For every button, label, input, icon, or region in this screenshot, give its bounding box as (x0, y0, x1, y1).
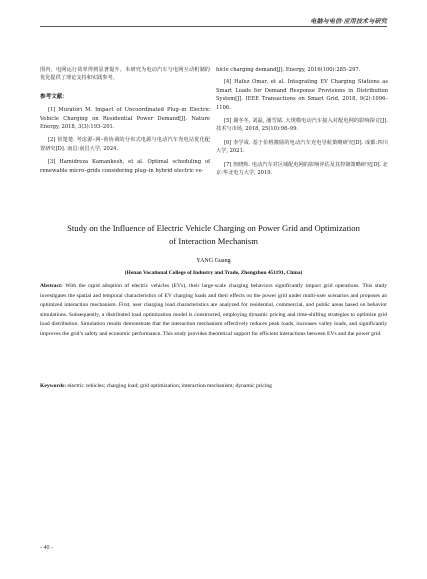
keywords-label: Keywords: (40, 383, 67, 389)
english-title-line: Study on the Influence of Electric Vehicle Charging on Power Grid and Optimization (67, 223, 360, 233)
reference-item: [5] 谢冬冬, 刘磊, 潘雪婧. 大规模电动汽车接入对配电网的影响探讨[J]. 技术与市场, 2018, 25(10):98–99. (216, 118, 388, 133)
reference-item: [6] 李学成. 基于价格激励的电动汽车充电导航策略研究[D]. 成都:四川大学, 2021. (216, 139, 388, 155)
reference-item: [4] Hafez Omar, et al. Integrating EV Charging Stations as Smart Loads for Demand Response Provisions in Distribution System[J]. IEEE Transactions on Smart Grid, 2018, 9(2):1096–1106. (216, 79, 388, 111)
intro-paragraph: 围内，电网运行效率得到显著提升。本研究为电动汽车与电网互动机制的优化提供了理论支持和实践参考。 (40, 67, 210, 82)
abstract-label: Abstract: (40, 283, 63, 289)
reference-continuation: hicle charging demand[J]. Energy, 2016(100):285–297. (216, 67, 361, 73)
keywords (40, 382, 387, 392)
english-title-line: of Interaction Mechanism (169, 236, 258, 246)
references-heading: 参考文献： (40, 93, 68, 100)
right-column (216, 66, 388, 182)
author-affiliation: (Henan Vocational College of Industry and Trade, Zhengzhou 451191, China) (124, 270, 303, 276)
author-name: YANG Guang (196, 258, 231, 264)
reference-item: [7] 詹晓辉. 电动汽车对区域配电网的影响评估及其控制策略研究[D]. 北京:华北电力大学, 2019. (216, 161, 388, 177)
header-divider (40, 26, 387, 27)
journal-header: 电脑与电信·应用技术与研究 (310, 18, 387, 25)
abstract (40, 282, 387, 340)
english-title (40, 222, 387, 248)
reference-item: [2] 侯楚楚. 考虑源–网–荷协调的分布式电源与电动汽车充电站优化配置研究[D]. 南昌:南昌大学, 2024. (40, 137, 210, 152)
left-column (40, 66, 210, 180)
keywords-text: electric vehicles; charging load; grid optimization; interaction mechanism; dynamic pricing (66, 383, 272, 389)
reference-item: [1] Muratori M. Impact of Uncoordinated Plug–in Electric Vehicle Charging on Residential Power Demand[J]. Nature Energy, 2018, 3(3):193–201. (40, 107, 210, 131)
reference-item: [3] Hamidreza Kamankesh, et al. Optimal scheduling of renewable micro–grids considering plug–in hybrid electric ve- (40, 159, 210, 174)
page-number: - 40 - (40, 545, 53, 551)
abstract-text: With the rapid adoption of electric vehicles (EVs), their large-scale charging behaviors significantly impact grid operations. This study investigates the spatial and temporal characteristics of EV charging loads and their effects on the power grid under multi-user scenarios and proposes an optimized interaction mechanism. First, user charging load characteristics are analyzed for residential, commercial, and public areas based on behavior simulations. Subsequently, a distributed load optimization model is constructed, employing dynamic pricing and time-shifting strategies to optimize grid load distribution. Simulation results demonstrate that the interaction mechanism effectively reduces peak loads, increases valley loads, and significantly improves the grid’s safety and economic performance. This study provides theoretical support for efficient interactions between EVs and the power grid. (40, 283, 387, 337)
